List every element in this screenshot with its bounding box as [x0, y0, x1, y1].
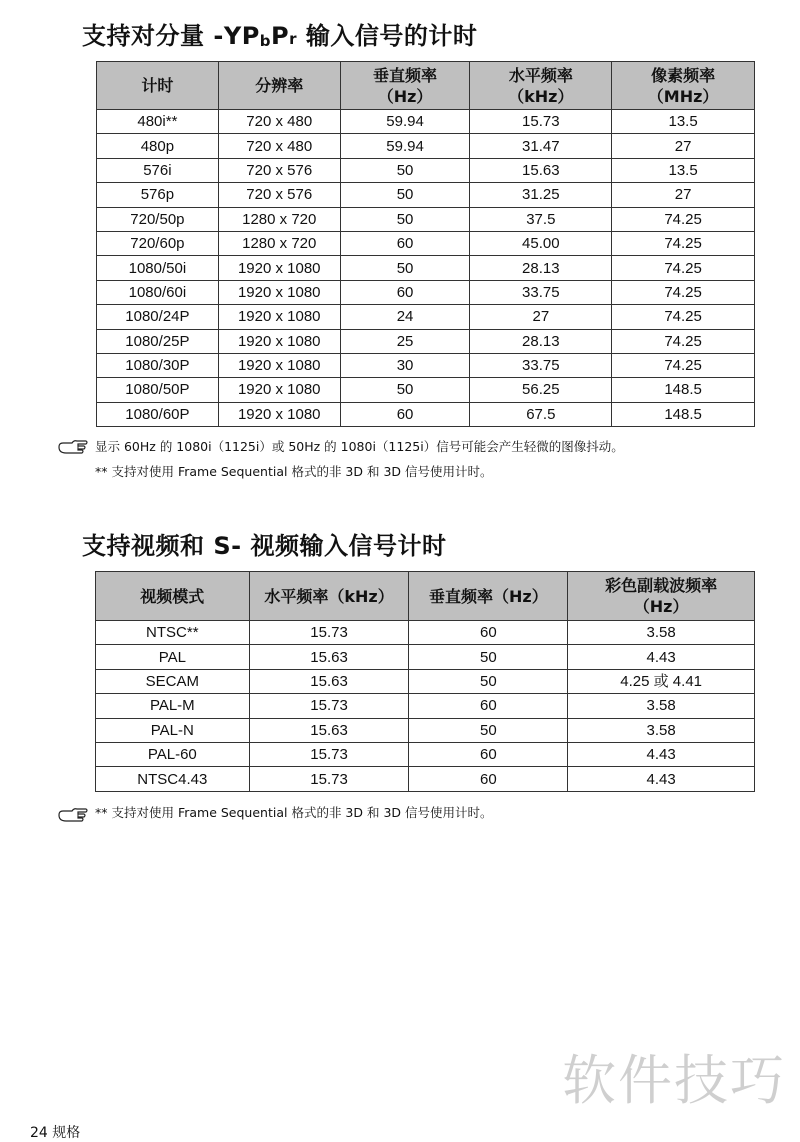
page-footer: 24 规格 — [30, 1125, 81, 1141]
section1-title-pr-r: r — [289, 30, 298, 48]
table-cell: 74.25 — [612, 256, 755, 280]
table-cell: 720 x 480 — [218, 110, 340, 134]
table-body — [97, 110, 755, 427]
table-header-row — [97, 62, 755, 110]
table-body — [96, 621, 755, 792]
table-cell: 3.58 — [568, 718, 755, 742]
table-cell: 74.25 — [612, 231, 755, 255]
table-cell: 60 — [340, 280, 470, 304]
table-cell: 50 — [340, 378, 470, 402]
column-header: 彩色副载波频率 （Hz） — [568, 572, 755, 621]
table-row — [97, 329, 755, 353]
table-cell: 60 — [409, 694, 568, 718]
table-cell: 1920 x 1080 — [218, 402, 340, 426]
table-cell: 148.5 — [612, 378, 755, 402]
table-cell: 4.43 — [568, 742, 755, 766]
hand-pointer-icon — [58, 806, 88, 824]
table-cell: 1920 x 1080 — [218, 353, 340, 377]
section1-note-1: 显示 60Hz 的 1080i（1125i）或 50Hz 的 1080i（1125i）信号可能会产生轻微的图像抖动。 — [95, 439, 624, 454]
table-cell: 4.43 — [568, 767, 755, 791]
table-cell: 37.5 — [470, 207, 612, 231]
table-cell: 1080/50P — [97, 378, 219, 402]
table-row — [97, 378, 755, 402]
table-row — [96, 694, 755, 718]
section1-title-suffix: 输入信号的计时 — [297, 22, 478, 50]
table-cell: 31.25 — [470, 183, 612, 207]
table-cell: 15.63 — [249, 669, 409, 693]
table-cell: 1080/30P — [97, 353, 219, 377]
table-cell: 15.63 — [249, 645, 409, 669]
section1-title-prefix: 支持对分量 -Y — [82, 22, 242, 50]
column-header: 垂直频率 （Hz） — [340, 62, 470, 110]
table-cell: 15.73 — [249, 621, 409, 645]
table-cell: 50 — [340, 207, 470, 231]
table-cell: 15.73 — [249, 742, 409, 766]
table-cell: 33.75 — [470, 280, 612, 304]
table-cell: 74.25 — [612, 305, 755, 329]
section2-title: 支持视频和 S- 视频输入信号计时 — [82, 532, 447, 560]
column-header: 计时 — [97, 62, 219, 110]
table-row — [97, 231, 755, 255]
table-cell: 148.5 — [612, 402, 755, 426]
table-cell: 60 — [340, 231, 470, 255]
table-cell: 1080/25P — [97, 329, 219, 353]
table-cell: 59.94 — [340, 110, 470, 134]
table-cell: 1080/24P — [97, 305, 219, 329]
table-cell: 15.63 — [470, 158, 612, 182]
table-row — [97, 134, 755, 158]
table-cell: 50 — [340, 183, 470, 207]
table-cell: 720 x 480 — [218, 134, 340, 158]
video-timing-table — [95, 571, 755, 792]
table-row — [97, 110, 755, 134]
table-cell: PAL-N — [96, 718, 250, 742]
table-cell: 67.5 — [470, 402, 612, 426]
table-row — [97, 183, 755, 207]
table-cell: 74.25 — [612, 207, 755, 231]
table-cell: 1920 x 1080 — [218, 305, 340, 329]
table-cell: 480p — [97, 134, 219, 158]
column-header: 水平频率（kHz） — [249, 572, 409, 621]
table-cell: 74.25 — [612, 353, 755, 377]
table-row — [97, 402, 755, 426]
table-cell: PAL-60 — [96, 742, 250, 766]
table-cell: 720 x 576 — [218, 158, 340, 182]
section1-note-2: ** 支持对使用 Frame Sequential 格式的非 3D 和 3D 信号使用计时。 — [95, 464, 493, 479]
section1-title-pb-b: b — [259, 32, 272, 50]
component-timing-table — [96, 61, 755, 427]
table-row — [97, 158, 755, 182]
table-cell: 480i** — [97, 110, 219, 134]
table-cell: 27 — [612, 183, 755, 207]
table-cell: 50 — [409, 645, 568, 669]
table-cell: 1920 x 1080 — [218, 256, 340, 280]
table-cell: 4.43 — [568, 645, 755, 669]
table-cell: 1080/60P — [97, 402, 219, 426]
section1-title — [82, 16, 477, 51]
table-cell: 59.94 — [340, 134, 470, 158]
table-cell: 13.5 — [612, 110, 755, 134]
table-cell: 74.25 — [612, 329, 755, 353]
table-cell: 3.58 — [568, 621, 755, 645]
table-cell: 60 — [409, 767, 568, 791]
table-row — [97, 256, 755, 280]
table-cell: 1080/60i — [97, 280, 219, 304]
table-row — [97, 353, 755, 377]
table-cell: 50 — [409, 718, 568, 742]
hand-pointer-icon — [58, 438, 88, 456]
table-cell: 15.73 — [249, 694, 409, 718]
table-row — [97, 305, 755, 329]
table-cell: 30 — [340, 353, 470, 377]
table-cell: 50 — [340, 256, 470, 280]
table-cell: 1920 x 1080 — [218, 280, 340, 304]
table-cell: 1280 x 720 — [218, 207, 340, 231]
table-row — [97, 280, 755, 304]
table-row — [96, 621, 755, 645]
table-cell: 33.75 — [470, 353, 612, 377]
table-row — [96, 767, 755, 791]
table-cell: 3.58 — [568, 694, 755, 718]
column-header: 垂直频率（Hz） — [409, 572, 568, 621]
table-cell: 720/60p — [97, 231, 219, 255]
table-cell: NTSC4.43 — [96, 767, 250, 791]
table-cell: NTSC** — [96, 621, 250, 645]
table-cell: 1920 x 1080 — [218, 378, 340, 402]
table-cell: 60 — [409, 742, 568, 766]
table-cell: 720/50p — [97, 207, 219, 231]
watermark: 软件技巧 — [562, 1049, 786, 1112]
table-cell: SECAM — [96, 669, 250, 693]
table-cell: 50 — [409, 669, 568, 693]
table-cell: 24 — [340, 305, 470, 329]
table-row — [96, 718, 755, 742]
section1-title-pr-p: P — [271, 22, 290, 50]
table-cell: 25 — [340, 329, 470, 353]
table-row — [96, 645, 755, 669]
section2-note-1: ** 支持对使用 Frame Sequential 格式的非 3D 和 3D 信号使用计时。 — [95, 805, 493, 820]
table-cell: 27 — [612, 134, 755, 158]
table-cell: 576i — [97, 158, 219, 182]
table-cell: PAL-M — [96, 694, 250, 718]
table-cell: 15.73 — [470, 110, 612, 134]
table-cell: 56.25 — [470, 378, 612, 402]
table-cell: 50 — [340, 158, 470, 182]
column-header: 水平频率 （kHz） — [470, 62, 612, 110]
table-row — [97, 207, 755, 231]
column-header: 分辨率 — [218, 62, 340, 110]
table-cell: 45.00 — [470, 231, 612, 255]
table-cell: 13.5 — [612, 158, 755, 182]
table-cell: 28.13 — [470, 329, 612, 353]
table-cell: 15.73 — [249, 767, 409, 791]
section1-title-pb-p: P — [241, 22, 260, 50]
table-header-row — [96, 572, 755, 621]
column-header: 像素频率 （MHz） — [612, 62, 755, 110]
table-cell: 27 — [470, 305, 612, 329]
table-cell: 1080/50i — [97, 256, 219, 280]
table-cell: 1280 x 720 — [218, 231, 340, 255]
table-cell: PAL — [96, 645, 250, 669]
table-cell: 576p — [97, 183, 219, 207]
table-cell: 1920 x 1080 — [218, 329, 340, 353]
table-cell: 60 — [409, 621, 568, 645]
table-cell: 15.63 — [249, 718, 409, 742]
table-cell: 31.47 — [470, 134, 612, 158]
column-header: 视频模式 — [96, 572, 250, 621]
table-cell: 74.25 — [612, 280, 755, 304]
table-cell: 4.25 或 4.41 — [568, 669, 755, 693]
table-row — [96, 669, 755, 693]
table-cell: 60 — [340, 402, 470, 426]
table-cell: 720 x 576 — [218, 183, 340, 207]
table-row — [96, 742, 755, 766]
table-cell: 28.13 — [470, 256, 612, 280]
